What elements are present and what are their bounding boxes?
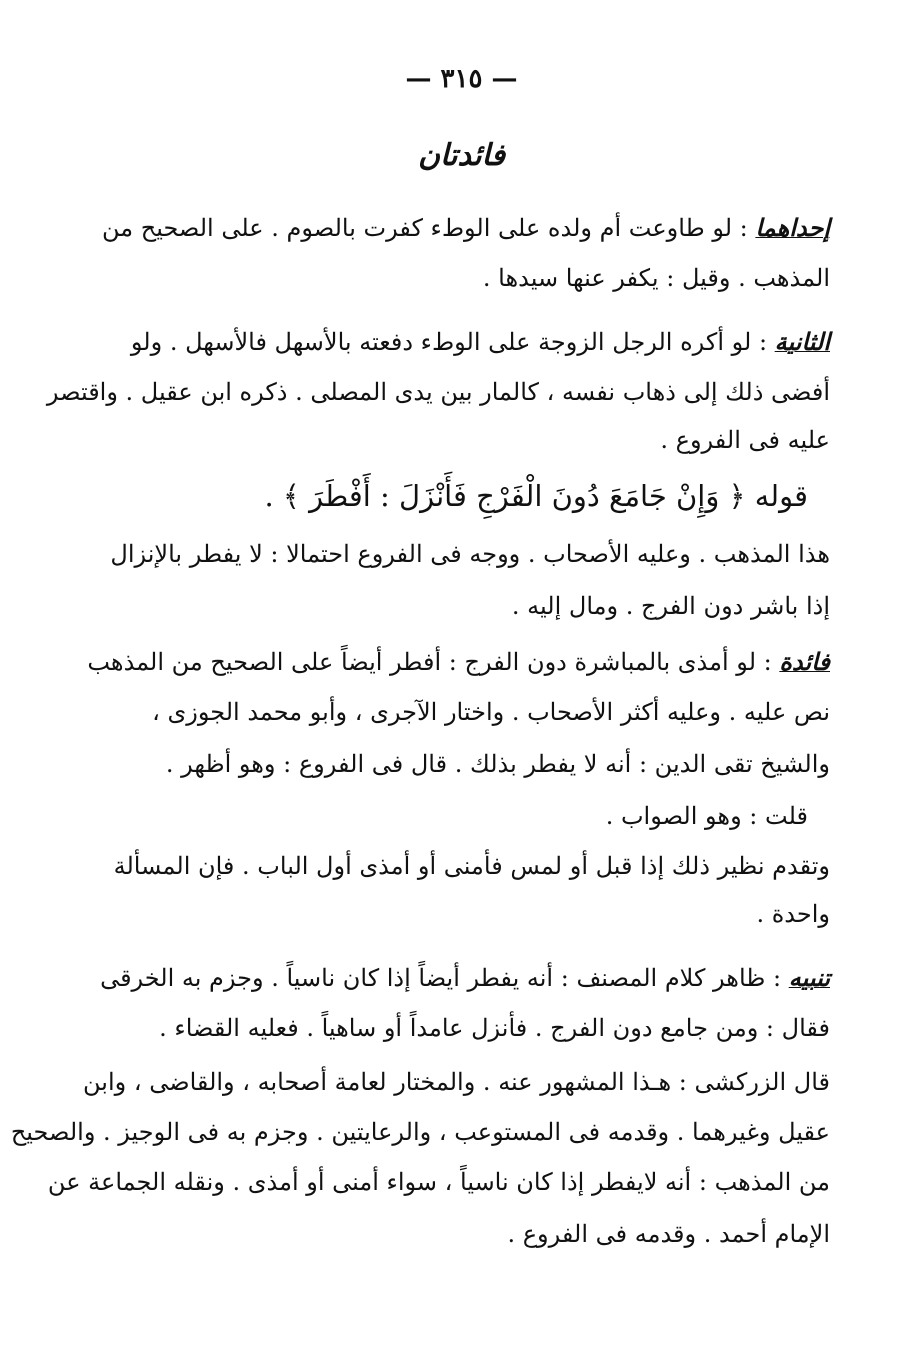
page-number: — ٣١٥ —: [405, 64, 518, 94]
quoted-verse-line: قوله ﴿ وَإِنْ جَامَعَ دُونَ الْفَرْجِ فَأَنْزَلَ : أَفْطَرَ ﴾ .: [264, 479, 808, 513]
text-line: المذهب . وقيل : يكفر عنها سيدها .: [482, 264, 830, 292]
text-line: نص عليه . وعليه أكثر الأصحاب . واختار الآجرى ، وأبو محمد الجوزى ،: [152, 698, 830, 726]
text-line: فائدة : لو أمذى بالمباشرة دون الفرج : أفطر أيضاً على الصحيح من المذهب: [87, 647, 830, 676]
text-line: قال الزركشى : هـذا المشهور عنه . والمختار لعامة أصحابه ، والقاضى ، وابن: [83, 1068, 830, 1096]
text-line: إذا باشر دون الفرج . ومال إليه .: [511, 592, 830, 620]
paragraph-label: الثانية: [774, 327, 830, 356]
text-line: أفضى ذلك إلى ذهاب نفسه ، كالمار بين يدى المصلى . ذكره ابن عقيل . واقتصر: [46, 378, 830, 406]
paragraph-label: تنبيه: [788, 963, 830, 992]
text-line: الثانية : لو أكره الرجل الزوجة على الوطء دفعته بالأسهل فالأسهل . ولو: [130, 327, 830, 356]
text-line: واحدة .: [756, 900, 830, 928]
text-line: والشيخ تقى الدين : أنه لا يفطر بذلك . قال فى الفروع : وهو أظهر .: [165, 750, 830, 778]
text-line: قلت : وهو الصواب .: [605, 802, 808, 830]
section-heading: فائدتان: [417, 138, 506, 173]
text-line: عقيل وغيرهما . وقدمه فى المستوعب ، والرعايتين . وجزم به فى الوجيز . والصحيح: [10, 1118, 830, 1146]
text-line: إحداهما : لو طاوعت أم ولده على الوطء كفرت بالصوم . على الصحيح من: [101, 213, 830, 242]
text-line: من المذهب : أنه لايفطر إذا كان ناسياً ، سواء أمنى أو أمذى . ونقله الجماعة عن: [47, 1168, 830, 1196]
text-line: الإمام أحمد . وقدمه فى الفروع .: [507, 1220, 830, 1248]
paragraph-label: إحداهما: [755, 213, 830, 242]
paragraph-label: فائدة: [779, 647, 830, 676]
text-line: فقال : ومن جامع دون الفرج . فأنزل عامداً أو ساهياً . فعليه القضاء .: [159, 1014, 830, 1042]
text-line: عليه فى الفروع .: [660, 426, 830, 454]
text-line: وتقدم نظير ذلك إذا قبل أو لمس فأمنى أو أمذى أول الباب . فإن المسألة: [113, 852, 830, 880]
text-line: تنبيه : ظاهر كلام المصنف : أنه يفطر أيضاً إذا كان ناسياً . وجزم به الخرقى: [100, 963, 830, 992]
text-line: هذا المذهب . وعليه الأصحاب . ووجه فى الفروع احتمالا : لا يفطر بالإنزال: [110, 540, 830, 568]
